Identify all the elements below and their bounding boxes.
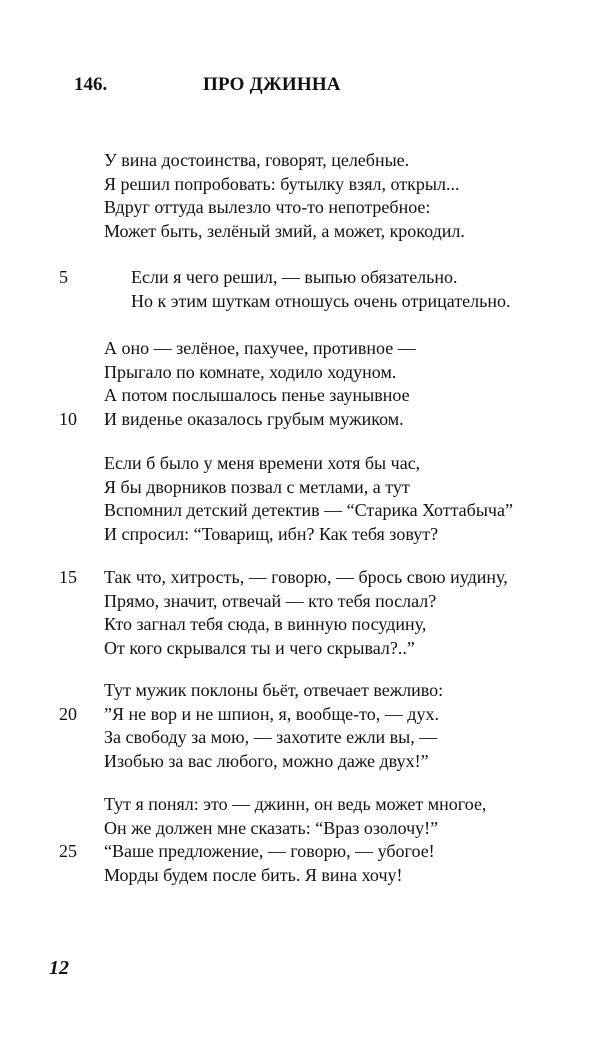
- poem-line: [0, 499, 600, 523]
- line-text: У вина достоинства, говорят, целебные.: [104, 150, 410, 170]
- line-text: Прямо, значит, отвечай — кто тебя послал?: [104, 590, 437, 611]
- line-number: 20: [59, 703, 77, 724]
- poem-line: [0, 196, 600, 220]
- line-text: Я решил попробовать: бутылку взял, открыл...: [104, 173, 460, 194]
- poem-line: [0, 408, 600, 432]
- line-text: Изобью за вас любого, можно даже двух!”: [104, 750, 429, 771]
- poem-header: [0, 74, 600, 104]
- line-text: Морды будем после бить. Я вина хочу!: [104, 864, 403, 885]
- line-text: “Ваше предложение, — говорю, — убогое!: [104, 841, 435, 861]
- stanza-2: [0, 266, 600, 313]
- line-text: Но к этим шуткам отношусь очень отрицательно.: [131, 290, 511, 311]
- line-text: А оно — зелёное, пахучее, противное —: [104, 338, 416, 358]
- poem-line: [0, 149, 600, 173]
- stanza-4: [0, 452, 600, 546]
- line-text: Так что, хитрость, — говорю, — брось свою иудину,: [104, 567, 508, 587]
- line-number: 15: [59, 567, 77, 587]
- poem-line: [0, 793, 600, 817]
- line-text: Если я чего решил, — выпью обязательно.: [131, 267, 458, 287]
- stanza-5: [0, 566, 600, 660]
- line-number: 5: [59, 267, 68, 287]
- poem-line: [0, 290, 600, 314]
- line-text: И виденье оказалось грубым мужиком.: [104, 408, 404, 429]
- poem-line: [0, 452, 600, 476]
- stanza-1: [0, 149, 600, 243]
- poem-line: [0, 476, 600, 500]
- line-text: Я бы дворников позвал с метлами, а тут: [104, 476, 410, 497]
- poem-line: [0, 679, 600, 703]
- poem-line: [0, 523, 600, 547]
- poem-line: [0, 590, 600, 614]
- poem-line: [0, 384, 600, 408]
- line-text: А потом послышалось пенье заунывное: [104, 385, 410, 405]
- poem-line: [0, 220, 600, 244]
- poem-number: 146.: [74, 74, 108, 95]
- line-text: Вдруг оттуда вылезло что-то непотребное:: [104, 197, 431, 217]
- poem-line: [0, 726, 600, 750]
- stanza-3: [0, 337, 600, 431]
- poem-line: [0, 637, 600, 661]
- page-number: 12: [49, 957, 69, 979]
- poem-line: [0, 337, 600, 361]
- poem-line: [0, 817, 600, 841]
- line-text: Кто загнал тебя сюда, в винную посудину,: [104, 614, 427, 634]
- line-number: 10: [59, 408, 77, 429]
- poem-line: [0, 864, 600, 888]
- line-text: ”Я не вор и не шпион, я, вообще-то, — дух.: [104, 703, 439, 724]
- line-text: Он же должен мне сказать: “Враз озолочу!”: [104, 817, 439, 838]
- poem-line: [0, 750, 600, 774]
- line-text: И спросил: “Товарищ, ибн? Как тебя зовут?: [104, 523, 439, 544]
- line-text: Вспомнил детский детектив — “Старика Хоттабыча”: [104, 500, 513, 520]
- line-text: Если б было у меня времени хотя бы час,: [104, 453, 421, 473]
- poem-line: [0, 173, 600, 197]
- line-text: Прыгало по комнате, ходило ходуном.: [104, 361, 397, 382]
- line-text: За свободу за мою, — захотите ежли вы, —: [104, 727, 438, 747]
- stanza-6: [0, 679, 600, 773]
- poem-title: ПРО ДЖИННА: [203, 74, 341, 95]
- poem-line: [0, 266, 600, 290]
- line-number: 25: [59, 841, 77, 861]
- poem-line: [0, 566, 600, 590]
- poem-line: [0, 703, 600, 727]
- poem-line: [0, 840, 600, 864]
- line-text: Тут я понял: это — джинн, он ведь может многое,: [104, 794, 487, 814]
- poem-line: [0, 613, 600, 637]
- line-text: Тут мужик поклоны бьёт, отвечает вежливо:: [104, 680, 444, 700]
- stanza-7: [0, 793, 600, 887]
- poem-line: [0, 361, 600, 385]
- line-text: Может быть, зелёный змий, а может, крокодил.: [104, 220, 465, 241]
- line-text: От кого скрывался ты и чего скрывал?..”: [104, 637, 415, 658]
